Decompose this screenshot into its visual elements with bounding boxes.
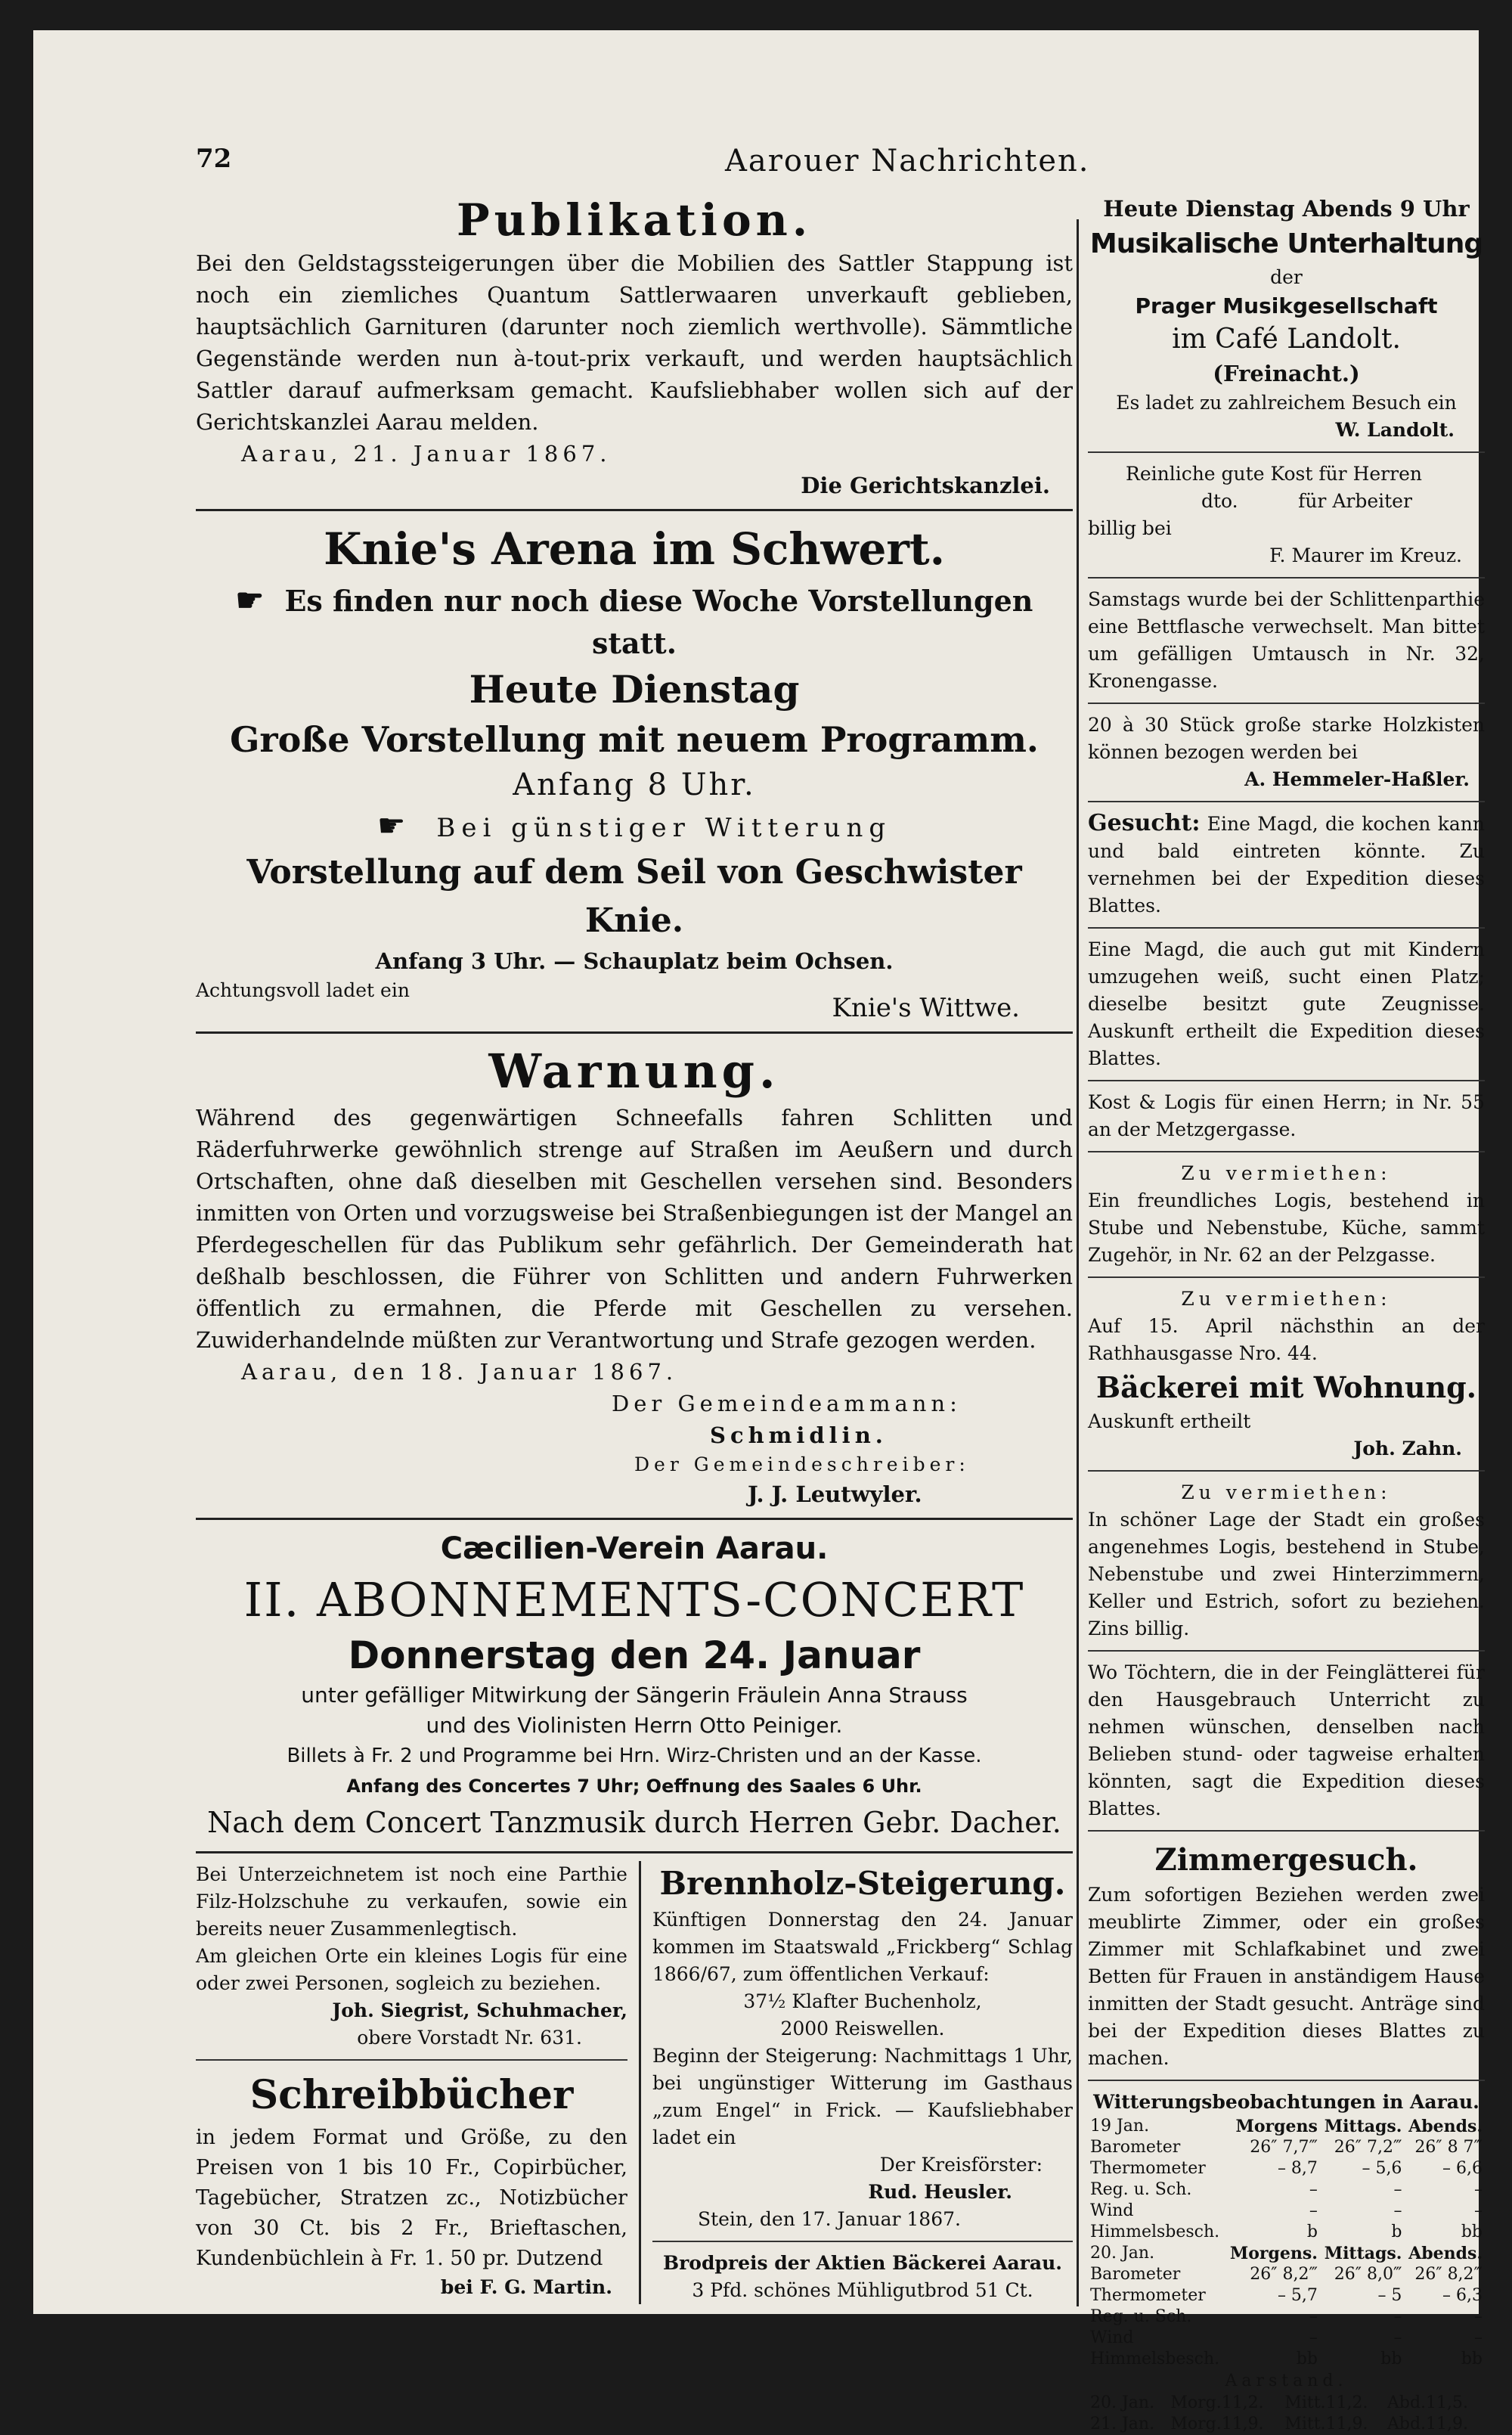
- cell: Morg.11,2.: [1170, 2393, 1264, 2412]
- table-row: [1088, 2393, 1485, 2414]
- zimmergesuch-title: Zimmergesuch.: [1154, 1842, 1418, 1878]
- table-row: [1088, 2222, 1485, 2243]
- divider: [196, 2059, 627, 2061]
- arena-signature: Knie's Wittwe.: [832, 993, 1020, 1023]
- warnung-date: Aarau, den 18. Januar 1867.: [241, 1359, 678, 1385]
- weather-col-mittags: Mittags.: [1324, 2244, 1402, 2263]
- warnung-sig2-name: J. J. Leutwyler.: [748, 1481, 922, 1507]
- publikation-signature: Die Gerichtskanzlei.: [801, 473, 1050, 498]
- concert-date: Donnerstag den 24. Januar: [348, 1633, 921, 1677]
- cell: 26″ 8,2‴: [1414, 2265, 1483, 2284]
- publikation-body: Bei den Geldstagssteigerungen über die Mobilien des Sattler Stappung ist noch ein ziemliches Quantum Sattlerwaaren unverkauft geblieben, hauptsächlich Garnituren (darunter noch ziemlich werthvolle). Sämmtliche Gegenstände werden nun à-tout-prix verkauft, und werden hauptsächlich Sattler darauf aufmerksam gemacht. Kaufsliebhaber wollen sich auf der Gerichtskanzlei Aarau melden.: [196, 250, 1073, 435]
- filz-sig2: obere Vorstadt Nr. 631.: [357, 2027, 582, 2049]
- brennholz-item1: 37½ Klafter Buchenholz,: [743, 1990, 982, 2012]
- ad-brennholz: [652, 1861, 1073, 2233]
- musik-title: Musikalische Unterhaltung: [1089, 228, 1483, 259]
- table-row: [1088, 2201, 1485, 2222]
- cell: –: [1474, 2328, 1483, 2347]
- row-label: Himmelsbesch.: [1090, 2350, 1220, 2368]
- vermiethen-heading-3: Zu vermiethen:: [1181, 1481, 1392, 1503]
- divider: [1088, 1830, 1485, 1832]
- arena-anfang: Anfang 8 Uhr.: [513, 768, 756, 802]
- cell: 26″ 8 7‴: [1414, 2138, 1483, 2157]
- concert-times: Anfang des Concertes 7 Uhr; Oeffnung des Saales 6 Uhr.: [346, 1776, 922, 1797]
- schreib-sig: bei F. G. Martin.: [440, 2276, 612, 2298]
- bettflasche-notice: Samstags wurde bei der Schlittenparthie eine Bettflasche verwechselt. Man bittet um gefälligen Umtausch in Nr. 32, Kronengasse.: [1088, 588, 1485, 692]
- filz-body2: Am gleichen Orte ein kleines Logis für eine oder zwei Personen, sogleich zu beziehen.: [196, 1945, 627, 1994]
- cell: Abd.11,5.: [1387, 2393, 1469, 2412]
- divider: [1088, 1151, 1485, 1152]
- bottom-ads: [196, 1861, 1073, 2304]
- pointing-hand-icon: ☛: [376, 807, 412, 844]
- row-label: Thermometer: [1090, 2159, 1206, 2178]
- april-notice: Auf 15. April nächsthin an der Rathhausgasse Nro. 44.: [1088, 1315, 1485, 1364]
- brennholz-date: Stein, den 17. Januar 1867.: [697, 2208, 961, 2230]
- weather-col-mittags: Mittags.: [1324, 2117, 1402, 2136]
- schreib-title: Schreibbücher: [249, 2072, 574, 2118]
- table-row: [1088, 2414, 1485, 2435]
- row-label: Reg. u. Sch.: [1090, 2307, 1192, 2326]
- cell: 26″ 7,7‴: [1250, 2138, 1318, 2157]
- magd-notice: Eine Magd, die auch gut mit Kindern umzugehen weiß, sucht einen Platz; dieselbe besitzt gute Zeugnisse. Auskunft ertheilt die Expedition dieses Blattes.: [1088, 938, 1485, 1069]
- cell: bb: [1380, 2350, 1402, 2368]
- arena-anfang2: Anfang 3 Uhr. — Schauplatz beim Ochsen.: [375, 948, 894, 974]
- arena-seil: Vorstellung auf dem Seil von Geschwister Knie.: [246, 853, 1022, 940]
- musik-free: (Freinacht.): [1213, 361, 1360, 386]
- weather-col-abends: Abends.: [1408, 2244, 1483, 2263]
- concert-tickets: Billets à Fr. 2 und Programme bei Hrn. Wirz-Christen und an der Kasse.: [287, 1745, 982, 1767]
- cell: –: [1309, 2180, 1318, 2199]
- filz-body: Bei Unterzeichnetem ist noch eine Parthie Filz-Holzschuhe zu verkaufen, sowie ein bereits neuer Zusammenlegtisch.: [196, 1863, 627, 1940]
- logis2-notice: In schöner Lage der Stadt ein großes angenehmes Logis, bestehend in Stube, Nebenstube und zwei Hinterzimmern, Keller und Estrich, sofort zu beziehen. Zins billig.: [1088, 1509, 1485, 1639]
- concert-society: Cæcilien-Verein Aarau.: [440, 1531, 829, 1566]
- weather-col-morgens: Morgens.: [1229, 2244, 1318, 2263]
- divider: [1088, 1470, 1485, 1472]
- gesucht-label: Gesucht:: [1088, 810, 1201, 836]
- arena-notice: Es finden nur noch diese Woche Vorstellungen statt.: [284, 584, 1033, 660]
- kost-sig: F. Maurer im Kreuz.: [1269, 544, 1462, 566]
- cell: – 8,7: [1277, 2159, 1318, 2178]
- divider: [1088, 577, 1485, 579]
- concert-line1: unter gefälliger Mitwirkung der Sängerin Fräulein Anna Strauss: [301, 1683, 968, 1708]
- ad-concert: [196, 1528, 1073, 1844]
- ad-musik: [1088, 193, 1485, 444]
- row-label: Wind: [1090, 2201, 1134, 2220]
- cell: –: [1474, 2307, 1483, 2326]
- cell: –: [1393, 2201, 1402, 2220]
- vermiethen-heading: Zu vermiethen:: [1181, 1162, 1392, 1184]
- feinglaetterei-notice: Wo Töchtern, die in der Feinglätterei für den Hausgebrauch Unterricht zu nehmen wünschen, denselben nach Belieben stund- oder tagweise erhalten könnten, sagt die Expedition dieses Blattes.: [1088, 1661, 1485, 1819]
- cell: bb: [1461, 2350, 1483, 2368]
- brotpreis-title: Brodpreis der Aktien Bäckerei Aarau.: [662, 2252, 1062, 2274]
- brotpreis-line: 3 Pfd. schönes Mühligutbrod 51 Ct.: [692, 2279, 1033, 2301]
- row-label: Wind: [1090, 2328, 1134, 2347]
- cell: 20. Jan.: [1090, 2393, 1155, 2412]
- brennholz-body: Künftigen Donnerstag den 24. Januar kommen im Staatswald „Frickberg“ Schlag 1866/67, zum öffentlichen Verkauf:: [652, 1909, 1073, 1985]
- musik-time: Heute Dienstag Abends 9 Uhr: [1103, 196, 1470, 222]
- cell: Morg.11,9.: [1170, 2415, 1264, 2433]
- holzkisten-notice: 20 à 30 Stück große starke Holzkisten können bezogen werden bei: [1088, 714, 1485, 763]
- warnung-sig2-role: Der Gemeindeschreiber:: [634, 1453, 970, 1475]
- row-label: Reg. u. Sch.: [1090, 2180, 1192, 2199]
- publikation-date: Aarau, 21. Januar 1867.: [241, 441, 612, 467]
- table-row: [1088, 2137, 1485, 2158]
- divider: [196, 1851, 1073, 1853]
- divider: [1088, 1080, 1485, 1081]
- warnung-title: Warnung.: [488, 1044, 780, 1099]
- cell: 26″ 8,2‴: [1250, 2265, 1318, 2284]
- warnung-sig1-role: Der Gemeindeammann:: [612, 1391, 962, 1416]
- table-row: [1088, 2306, 1485, 2328]
- cell: – 5,7: [1277, 2286, 1318, 2305]
- concert-title: II. ABONNEMENTS-CONCERT: [243, 1572, 1025, 1627]
- cell: Mitt.11,2.: [1284, 2393, 1368, 2412]
- musik-by: Prager Musikgesellschaft: [1135, 293, 1438, 318]
- baeckerei-title: Bäckerei mit Wohnung.: [1096, 1370, 1476, 1404]
- newspaper-title: Aarouer Nachrichten.: [725, 144, 1090, 178]
- ad-warnung: [196, 1041, 1073, 1510]
- page-number: 72: [196, 144, 232, 174]
- left-column: [196, 193, 1073, 2304]
- zimmergesuch-body: Zum sofortigen Beziehen werden zwei meublirte Zimmer, oder ein großes Zimmer mit Schlafkabinet und zwei Betten für Frauen in anständigem Hause inmitten der Stadt gesucht. Anträge sind bei der Expedition dieses Blattes zu machen.: [1088, 1884, 1485, 2069]
- cell: –: [1474, 2180, 1483, 2199]
- musik-invite: Es ladet zu zahlreichem Besuch ein: [1116, 392, 1457, 414]
- brennholz-body2: Beginn der Steigerung: Nachmittags 1 Uhr, bei ungünstiger Witterung im Gasthaus „zum Engel“ in Frick. — Kaufsliebhaber ladet ein: [652, 2045, 1073, 2148]
- right-column: [1088, 193, 1485, 2435]
- schreib-body: in jedem Format und Größe, zu den Preisen von 1 bis 10 Fr., Copirbücher, Tagebücher, Stratzen zc., Notizbücher von 30 Ct. bis 2 Fr., Brieftaschen, Kundenbüchlein à Fr. 1. 50 pr. Dutzend: [196, 2126, 627, 2270]
- ad-publikation: [196, 193, 1073, 501]
- cell: – 6,6: [1442, 2159, 1483, 2178]
- aarstand-title: Aarstand.: [1225, 2371, 1348, 2390]
- cell: –: [1393, 2307, 1402, 2326]
- divider: [1088, 451, 1485, 453]
- ad-kost: [1088, 461, 1485, 569]
- table-row: [1088, 2158, 1485, 2179]
- weather-day2-date: 20. Jan.: [1090, 2244, 1155, 2263]
- row-label: Barometer: [1090, 2138, 1181, 2157]
- weather-col-morgens: Morgens: [1235, 2117, 1318, 2136]
- cell: Abd.11,9.: [1387, 2415, 1469, 2433]
- brennholz-item2: 2000 Reiswellen.: [780, 2018, 945, 2040]
- row-label: Thermometer: [1090, 2286, 1206, 2305]
- kost-logis-notice: Kost & Logis für einen Herrn; in Nr. 55 an der Metzgergasse.: [1088, 1091, 1485, 1140]
- kost-line2: dto. für Arbeiter: [1201, 490, 1412, 512]
- cell: b: [1306, 2223, 1318, 2241]
- cell: – 5: [1377, 2286, 1402, 2305]
- weather-day1-date: 19 Jan.: [1090, 2117, 1150, 2136]
- weather-title: Witterungsbeobachtungen in Aarau.: [1093, 2091, 1479, 2113]
- ad-brotpreis: [652, 2250, 1073, 2304]
- cell: 26″ 7,2‴: [1334, 2138, 1402, 2157]
- row-label: Himmelsbesch.: [1090, 2223, 1220, 2241]
- ad-arena: [196, 519, 1073, 1024]
- divider: [1088, 927, 1485, 929]
- table-row: [1088, 2285, 1485, 2306]
- weather-col-abends: Abends.: [1408, 2117, 1483, 2136]
- brennholz-role: Der Kreisförster:: [879, 2154, 1043, 2176]
- arena-invite: Achtungsvoll ladet ein: [196, 979, 410, 1001]
- publikation-title: Publikation.: [456, 194, 813, 246]
- cell: –: [1309, 2307, 1318, 2326]
- arena-program: Große Vorstellung mit neuem Programm.: [230, 719, 1039, 760]
- holzkisten-sig: A. Hemmeler-Haßler.: [1244, 768, 1470, 790]
- concert-line2: und des Violinisten Herrn Otto Peiniger.: [426, 1713, 843, 1738]
- divider: [1088, 1650, 1485, 1652]
- cell: – 5,6: [1362, 2159, 1402, 2178]
- arena-title: Knie's Arena im Schwert.: [324, 523, 945, 575]
- aarstand-table: [1088, 2393, 1485, 2435]
- table-row: [1088, 2328, 1485, 2349]
- cell: –: [1393, 2180, 1402, 2199]
- weather-report: [1088, 2089, 1485, 2435]
- warnung-body: Während des gegenwärtigen Schneefalls fahren Schlitten und Räderfuhrwerke gewöhnlich strenge auf Straßen im Aeußern und durch Ortschaften, ohne daß dieselben mit Geschellen versehen sind. Besonders inmitten von Orten und vorzugsweise bei Straßenbiegungen ist der Mangel an Pferdegeschellen für das Publikum sehr gefährlich. Der Gemeinderath hat deßhalb beschlossen, die Führer von Schlitten und andern Fuhrwerken öffentlich zu ermahnen, die Pferde mit Geschellen zu versehen. Zuwiderhandelnde müßten zur Verantwortung und Strafe gezogen werden.: [196, 1105, 1073, 1353]
- column-divider: [1077, 219, 1079, 2306]
- cell: – 6,3: [1442, 2286, 1483, 2305]
- cell: Mitt.11,9.: [1284, 2415, 1368, 2433]
- vermiethen-heading-2: Zu vermiethen:: [1181, 1288, 1392, 1310]
- baeckerei-sig: Joh. Zahn.: [1353, 1438, 1462, 1459]
- brennholz-title: Brennholz-Steigerung.: [659, 1865, 1066, 1902]
- musik-place: im Café Landolt.: [1172, 324, 1401, 355]
- concert-after: Nach dem Concert Tanzmusik durch Herren Gebr. Dacher.: [207, 1806, 1061, 1839]
- musik-sig: W. Landolt.: [1335, 419, 1455, 441]
- baeckerei-info: Auskunft ertheilt: [1088, 1410, 1251, 1432]
- cell: bb: [1296, 2350, 1318, 2368]
- cell: –: [1309, 2201, 1318, 2220]
- divider: [1088, 2080, 1485, 2081]
- cell: b: [1391, 2223, 1402, 2241]
- cell: 26″ 8,0‴: [1334, 2265, 1402, 2284]
- table-row: [1088, 2264, 1485, 2285]
- gesucht-text: Eine Magd, die kochen kann und bald eintreten könnte. Zu vernehmen bei der Expedition dieses Blattes.: [1088, 813, 1485, 917]
- divider: [652, 2241, 1073, 2242]
- pointing-hand-icon: ☛: [235, 582, 265, 619]
- musik-der: der: [1270, 266, 1303, 288]
- ad-schreibbuecher: [196, 2068, 627, 2301]
- ad-filz: [196, 1861, 627, 2052]
- kost-line1: Reinliche gute Kost für Herren: [1126, 463, 1422, 485]
- filz-sig1: Joh. Siegrist, Schuhmacher,: [332, 1999, 627, 2021]
- divider: [196, 1518, 1073, 1520]
- warnung-sig1-name: Schmidlin.: [710, 1422, 888, 1448]
- cell: –: [1393, 2328, 1402, 2347]
- arena-heute: Heute Dienstag: [469, 667, 800, 712]
- arena-weather: Bei günstiger Witterung: [436, 813, 892, 843]
- cell: bb: [1461, 2223, 1483, 2241]
- cell: –: [1309, 2328, 1318, 2347]
- divider: [1088, 801, 1485, 802]
- cell: –: [1474, 2201, 1483, 2220]
- brennholz-name: Rud. Heusler.: [868, 2181, 1012, 2203]
- divider: [1088, 1276, 1485, 1278]
- logis1-notice: Ein freundliches Logis, bestehend in Stube und Nebenstube, Küche, sammt Zugehör, in Nr. 62 an der Pelzgasse.: [1088, 1190, 1485, 1266]
- row-label: Barometer: [1090, 2265, 1181, 2284]
- divider: [196, 1031, 1073, 1034]
- kost-line3: billig bei: [1088, 517, 1172, 539]
- table-row: [1088, 2179, 1485, 2201]
- page-header: [196, 144, 1411, 181]
- table-row: [1088, 2349, 1485, 2370]
- cell: 21. Jan.: [1090, 2415, 1155, 2433]
- divider: [196, 509, 1073, 511]
- divider: [1088, 703, 1485, 704]
- newspaper-page: [33, 30, 1485, 2433]
- weather-table-day1: [1088, 2116, 1485, 2370]
